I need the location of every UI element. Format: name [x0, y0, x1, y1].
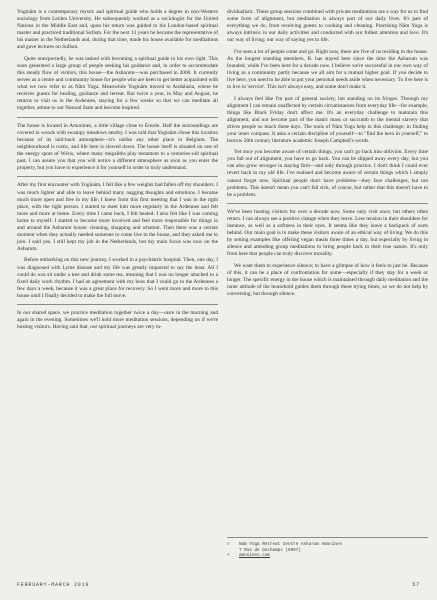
- section-divider: [17, 117, 218, 118]
- section-divider: [17, 304, 218, 305]
- section-divider: [227, 203, 428, 204]
- article-paragraph: We want them to experience silence; to have a glimpse of how it feels to just be. Because of this, it can be a place of confrontation for some—especially if they stay for a week or longer. The specific energy in the house which is maintained through daily meditation and the inner attitude of the household guides them through these trying times, so we do not help by conversing, but through silence.: [227, 263, 428, 298]
- footnotes: [227, 537, 428, 559]
- article-paragraph: Before embarking on this new journey, I worked in a psychiatric hospital. Then, one day, I was diagnosed with Lyme disease and my life was greatly impacted to say the least. All I could do was sit under a tree and drink some tea, meaning that I was no longer attached to a fixed daily work rhythm. I had an agreement with my boss that I could go to the Ardennes a few days a week, because it was a great place for recovery. So I went more and more to this house until I finally decided to make the full move.: [17, 257, 218, 299]
- footnote-line: Nām Yoga Retreat Centre Asharum Amonines: [239, 542, 343, 547]
- page-number: 57: [412, 582, 420, 588]
- footnote-website: [227, 553, 428, 559]
- footnote-mark: +: [227, 553, 230, 559]
- article-paragraph: In our shared space, we practice meditation together twice a day—once in the morning and again in the evening. Sometimes we'll hold more meditation sessions, depending on if we're hosting visitors. Having said that, our spiritual journeys are very in-: [17, 310, 218, 331]
- article-paragraph: Yet once you become aware of certain things, you can't go back into oblivion. Every time you fall out of alignment, you have to go back. You can be slipped away every day, but you can also grow stronger in staying firm—and only through practice. I don't think I could ever revert back to my old life. I've realised and become aware of certain things which I simply cannot forget now. Spiritual people don't have problems—they face challenges, but not problems. This doesn't mean you can't fall sick, of course, but rather that this doesn't have to be a problem.: [227, 149, 428, 198]
- article-paragraph: The house is located in Amonines, a little village close to Érezée. Half the surroundings are covered in woods with swampy meadows nearby. I was told that Yoginām chose this location because of its laid-back atmosphere—it's unlike any other place in Belgium. The neighbourhood is rustic, and life here is slowed down. The house itself is situated on one of the energy spots of Wéris, where many megaliths play testament to a centuries-old spiritual past. I can assure you that you will notice a different atmosphere as soon as you enter the property, but you have to experience it for yourself in order to truly understand.: [17, 122, 218, 171]
- footnote-address: [227, 542, 428, 553]
- footnote-mark: ◊: [227, 542, 230, 547]
- article-paragraph: We've been hosting visitors for over a decade now. Some only visit once, but others often return. I can always see a positive change when they leave. Less tension in their shoulders for instance, as well as a softness in their eyes. It seems like they leave a backpack of sorts behind. Our main goal is to make these visitors aware of an ethical way of living. We do this by setting examples like offering vegan meals three times a day, but especially by living in silence and attending group meditations to bring people back to their true nature. It's only from here that people can truly discover morality.: [227, 209, 428, 258]
- right-column: [227, 9, 428, 303]
- article-paragraph: Quite unexpectedly, he was tasked with becoming a spiritual guide in his own right. This soon generated a large group of people seeking his guidance and, in order to accommodate this steady flow of visitors, this house—the Asharum—was purchased in 2000. It currently serves as a centre and community house for people who are keen to get better acquainted with what we now refer to as Nām Yoga. Meanwhile Yoginām moved to Andalusia, where he receives guests for healing, guidance and retreat. But twice a year, in May and August, he returns to visit us in the Ardennes, staying for a few weeks so that we can meditate all together, attune to our Natural State and become inspired.: [17, 55, 218, 112]
- left-column: [17, 9, 218, 336]
- article-paragraph: After my first encounter with Yoginām, I felt like a few weights had fallen off my shoulders. I was much lighter and able to leave behind many nagging thoughts and emotions. I became much more open and free in my life. I knew from this first meeting that I was in the right place, with the right person. I started to meet him more regularly in the Ardennes and felt more and more at home. Every time I came back, I felt healed. I also felt like I was coming home to myself. I started to become more involved and feel more responsible for things in and around the Asharum house: cleaning, shopping and whatnot. Then there was a certain moment when they actually needed someone to come live in the house, and they asked me to join. I said yes. I still kept my job in the Netherlands, but my main focus was now on the Asharum.: [17, 182, 218, 252]
- section-divider: [17, 176, 218, 177]
- website-link[interactable]: amonines.com: [239, 553, 270, 559]
- page-footer: [17, 582, 428, 592]
- article-paragraph: dividualistic. These group sessions combined with private meditations are a way for us to find some form of alignment, but meditation is always part of our daily lives. It's part of everything we do, from receiving guests to cooking and cleaning. Practising Nām Yoga is always intrinsic in our daily activities and conducted with our fullest attention and love. It's our way of living; our way of saying yes to life.: [227, 9, 428, 44]
- footnote-line: 7 Rue de Dochamps (6997): [239, 547, 301, 553]
- article-paragraph: I've seen a lot of people come and go. Right now, there are five of us residing in the house. As the longest standing members, B. has stayed here since the time the Asharum was founded, while I've been here for a decade now. I believe we're successful in our own way of living as a community partly because we all aim for a mutual higher goal. If you decide to live here, you need to be able to put your personal needs aside when necessary. To live here is to live in 'service'. This isn't always easy, and some don't make it.: [227, 48, 428, 90]
- article-paragraph: Yoginām is a contemporary mystic and spiritual guide who holds a degree in non-Western sociology from Leiden University. He subsequently worked as a sociologist for the United Nations in the Middle East and, upon his return was guided to his London-based spiritual master and practiced traditional Sufism. For the next 13 years he became the representative of his master in the Netherlands and, during that time, made his house available for meditations and gave lectures on Sufism.: [17, 9, 218, 51]
- article-paragraph: I always feel like I'm part of general society, but standing on its fringes. Through my alignment I can remain unaffected by certain circumstances from everyday life—for example, things like Black Friday don't affect me. It's an everyday challenge to maintain this alignment, and not become part of the manic mass or succumb to the mental slavery that drives people so much these days. The tools of Nām Yoga help in this challenge; in finding your inner compass. It asks a certain discipline of yourself—to "find the hero in yourself," to borrow 20th century literature academic Joseph Campbell's words.: [227, 95, 428, 144]
- issue-date: FEBRUARY–MARCH 2019: [17, 582, 90, 588]
